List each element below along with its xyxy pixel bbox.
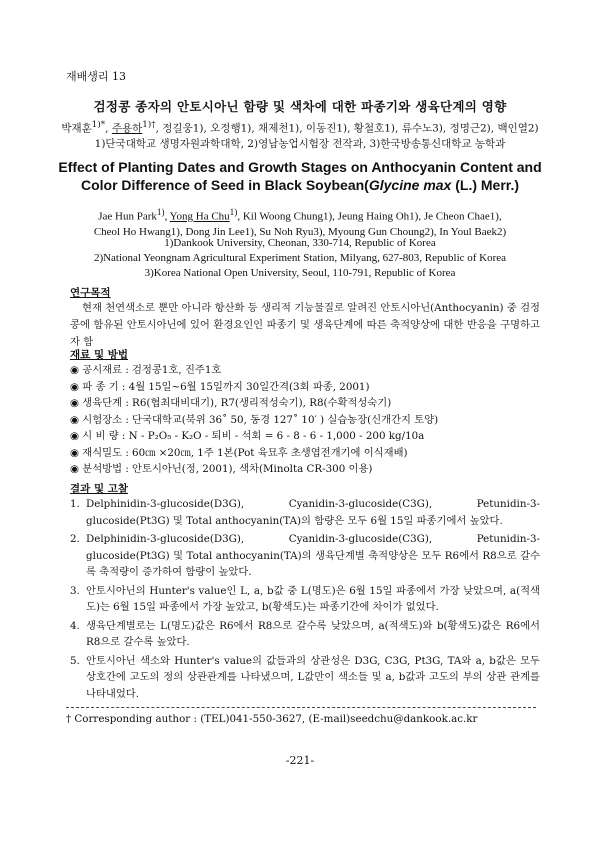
english-title-line2 bbox=[0, 176, 600, 194]
purpose-heading: 연구목적 bbox=[70, 287, 111, 299]
korean-authors: 박재훈$^{1)*}$, 주용하$^{1)\dagger}$, 정길웅1), 오정행1), 채제천1), 이동진1), 황철호1), 류수노3), 정명근2), 백인열2) bbox=[61, 120, 539, 135]
affiliation-2: 2)National Yeongnam Agricultural Experiment Station, Milyang, 627-803, Republic of Korea bbox=[93, 252, 507, 264]
results-list bbox=[70, 496, 540, 704]
results-item bbox=[70, 531, 540, 581]
methods-item: ◉ 파 종 기 : 4월 15일~6월 15일까지 30일간격(3회 파종, 2001) bbox=[70, 380, 370, 393]
page-number: -221- bbox=[285, 754, 315, 767]
english-authors-line2: Cheol Ho Hwang1), Dong Jin Lee1), Su Noh Ryu3), Myoung Gun Choung2), In Youl Baek2) bbox=[93, 225, 507, 238]
footnote: † Corresponding author : (TEL)041-550-3627, (E-mail)seedchu@dankook.ac.kr bbox=[66, 713, 478, 725]
methods-item: ◉ 재식밀도 : 60㎝ ×20㎝, 1주 1본(Pot 육묘후 초생엽전개기에 이식재배) bbox=[70, 446, 408, 459]
footnote-divider bbox=[66, 707, 536, 708]
author-first: 박재훈 bbox=[61, 122, 92, 135]
results-item bbox=[70, 618, 540, 651]
results-heading: 결과 및 고찰 bbox=[70, 483, 129, 495]
results-item-number: 1. bbox=[70, 498, 80, 510]
methods-item: ◉ 생육단계 : R6(협최대비대기), R7(생리적성숙기), R8(수확적성숙기) bbox=[70, 397, 392, 409]
english-title-line2-pre: Color Difference of Seed in Black Soybean( bbox=[80, 177, 369, 193]
affiliation-3: 3)Korea National Open University, Seoul, 110-791, Republic of Korea bbox=[144, 267, 456, 279]
english-title-line2-post: (L.) Merr.) bbox=[451, 177, 520, 193]
methods-item: ◉ 시 비 량 : N - P₂O₅ - K₂O - 퇴비 - 석회 = 6 - 8 - 6 - 1,000 - 200 kg/10a bbox=[70, 430, 425, 442]
methods-item: ◉ 공시재료 : 검정콩1호, 진주1호 bbox=[70, 364, 222, 376]
results-item bbox=[70, 496, 540, 529]
korean-title: 검정콩 종자의 안토시아닌 함량 및 색차에 대한 파종기와 생육단계의 영향 bbox=[93, 99, 507, 114]
en-author-first: Jae Hun Park bbox=[98, 210, 157, 223]
english-title bbox=[0, 158, 600, 194]
results-item-text: 생육단계별로는 L(명도)값은 R6에서 R8으로 갈수록 낮았으며, a(적색도)와 b(황색도)값은 R6에서 R8으로 갈수록 높았다. bbox=[86, 619, 540, 648]
en-presenting-author: Yong Ha Chu bbox=[169, 210, 230, 223]
results-item-text: Delphinidin-3-glucoside(D3G), Cyanidin-3-glucoside(C3G), Petunidin-3-glucoside(Pt3G) 및 Total anthocyanin(TA)의 생육단계별 축적양상은 모두 R6에서 R8으로 갈수록 축적량이 증가하여 함량이 높았다. bbox=[86, 533, 540, 578]
results-item-text: 안토시아닌 색소와 Hunter's value의 값들과의 상관성은 D3G, C3G, Pt3G, TA와 a, b값은 모두 상호간에 고도의 정의 상관관계를 나타냈으며, L값만이 색소들 및 a, b값과 고도의 부의 상관 관계를 나타내었다. bbox=[86, 654, 540, 700]
author-rest: , 정길웅1), 오정행1), 채제천1), 이동진1), 황철호1), 류수노3), 정명근2), 백인열2) bbox=[155, 122, 539, 135]
english-affiliations bbox=[0, 236, 600, 281]
results-item bbox=[70, 653, 540, 703]
methods-heading: 재료 및 방법 bbox=[70, 349, 129, 361]
en-author-rest: , Kil Woong Chung1), Jeung Haing Oh1), Je Cheon Chae1), bbox=[237, 210, 502, 223]
results-item-number: 2. bbox=[70, 533, 80, 545]
korean-affiliations: 1)단국대학교 생명자원과학대학, 2)영남농업시험장 전작과, 3)한국방송통신대학교 농학과 bbox=[94, 138, 506, 150]
en-presenting-author-sup: 1) bbox=[229, 207, 238, 217]
presenting-author: 주용하 bbox=[111, 122, 143, 135]
purpose-body: 현재 천연색소로 뿐만 아니라 항산화 등 생리적 기능물질로 알려진 안토시아닌(Anthocyanin) 중 검정콩에 함유된 안토시아닌에 있어 환경요인인 파종기 및 생육단계에 따른 축적양상에 대한 반응을 구명하고자 함 bbox=[70, 302, 540, 348]
presenting-author-sup: 1)† bbox=[142, 120, 156, 130]
en-author-first-sup: 1) bbox=[156, 207, 165, 217]
species-name: Glycine max bbox=[368, 177, 452, 193]
author-first-sup: 1)* bbox=[91, 120, 106, 130]
english-authors-line1: Jae Hun Park$^{1)}$, Yong Ha Chu$^{1)}$, Kil Woong Chung1), Jeung Haing Oh1), Je Cheon Chae1), bbox=[98, 207, 502, 223]
methods-list bbox=[70, 362, 540, 478]
results-item-text: 안토시아닌의 Hunter's value인 L, a, b값 중 L(명도)은 6월 15일 파종에서 가장 낮았으며, a(적색도)는 6월 15일 파종에서 가장 높았고, b(황색도)는 파종기간에 차이가 없었다. bbox=[86, 584, 540, 613]
session-label: 재배생리 13 bbox=[66, 70, 126, 83]
results-item-number: 3. bbox=[70, 584, 80, 597]
methods-item: ◉ 분석방법 : 안토시아닌(정, 2001), 색차(Minolta CR-300 이용) bbox=[70, 463, 373, 475]
english-authors bbox=[0, 205, 600, 240]
results-item-text: Delphinidin-3-glucoside(D3G), Cyanidin-3-glucoside(C3G), Petunidin-3-glucoside(Pt3G) 및 Total anthocyanin(TA)의 함량은 모두 6월 15일 파종기에서 높았다. bbox=[86, 498, 540, 527]
results-item-number: 5. bbox=[70, 654, 80, 667]
results-item-number: 4. bbox=[70, 619, 80, 632]
english-title-line1: Effect of Planting Dates and Growth Stages on Anthocyanin Content and bbox=[58, 159, 542, 175]
results-item bbox=[70, 583, 540, 616]
methods-item: ◉ 시험장소 : 단국대학교(북위 36˚ 50, 동경 127˚ 10′ ) 실습농장(신개간지 토양) bbox=[70, 413, 439, 426]
purpose-text bbox=[70, 300, 540, 351]
affiliation-1: 1)Dankook University, Cheonan, 330-714, Republic of Korea bbox=[164, 237, 436, 249]
